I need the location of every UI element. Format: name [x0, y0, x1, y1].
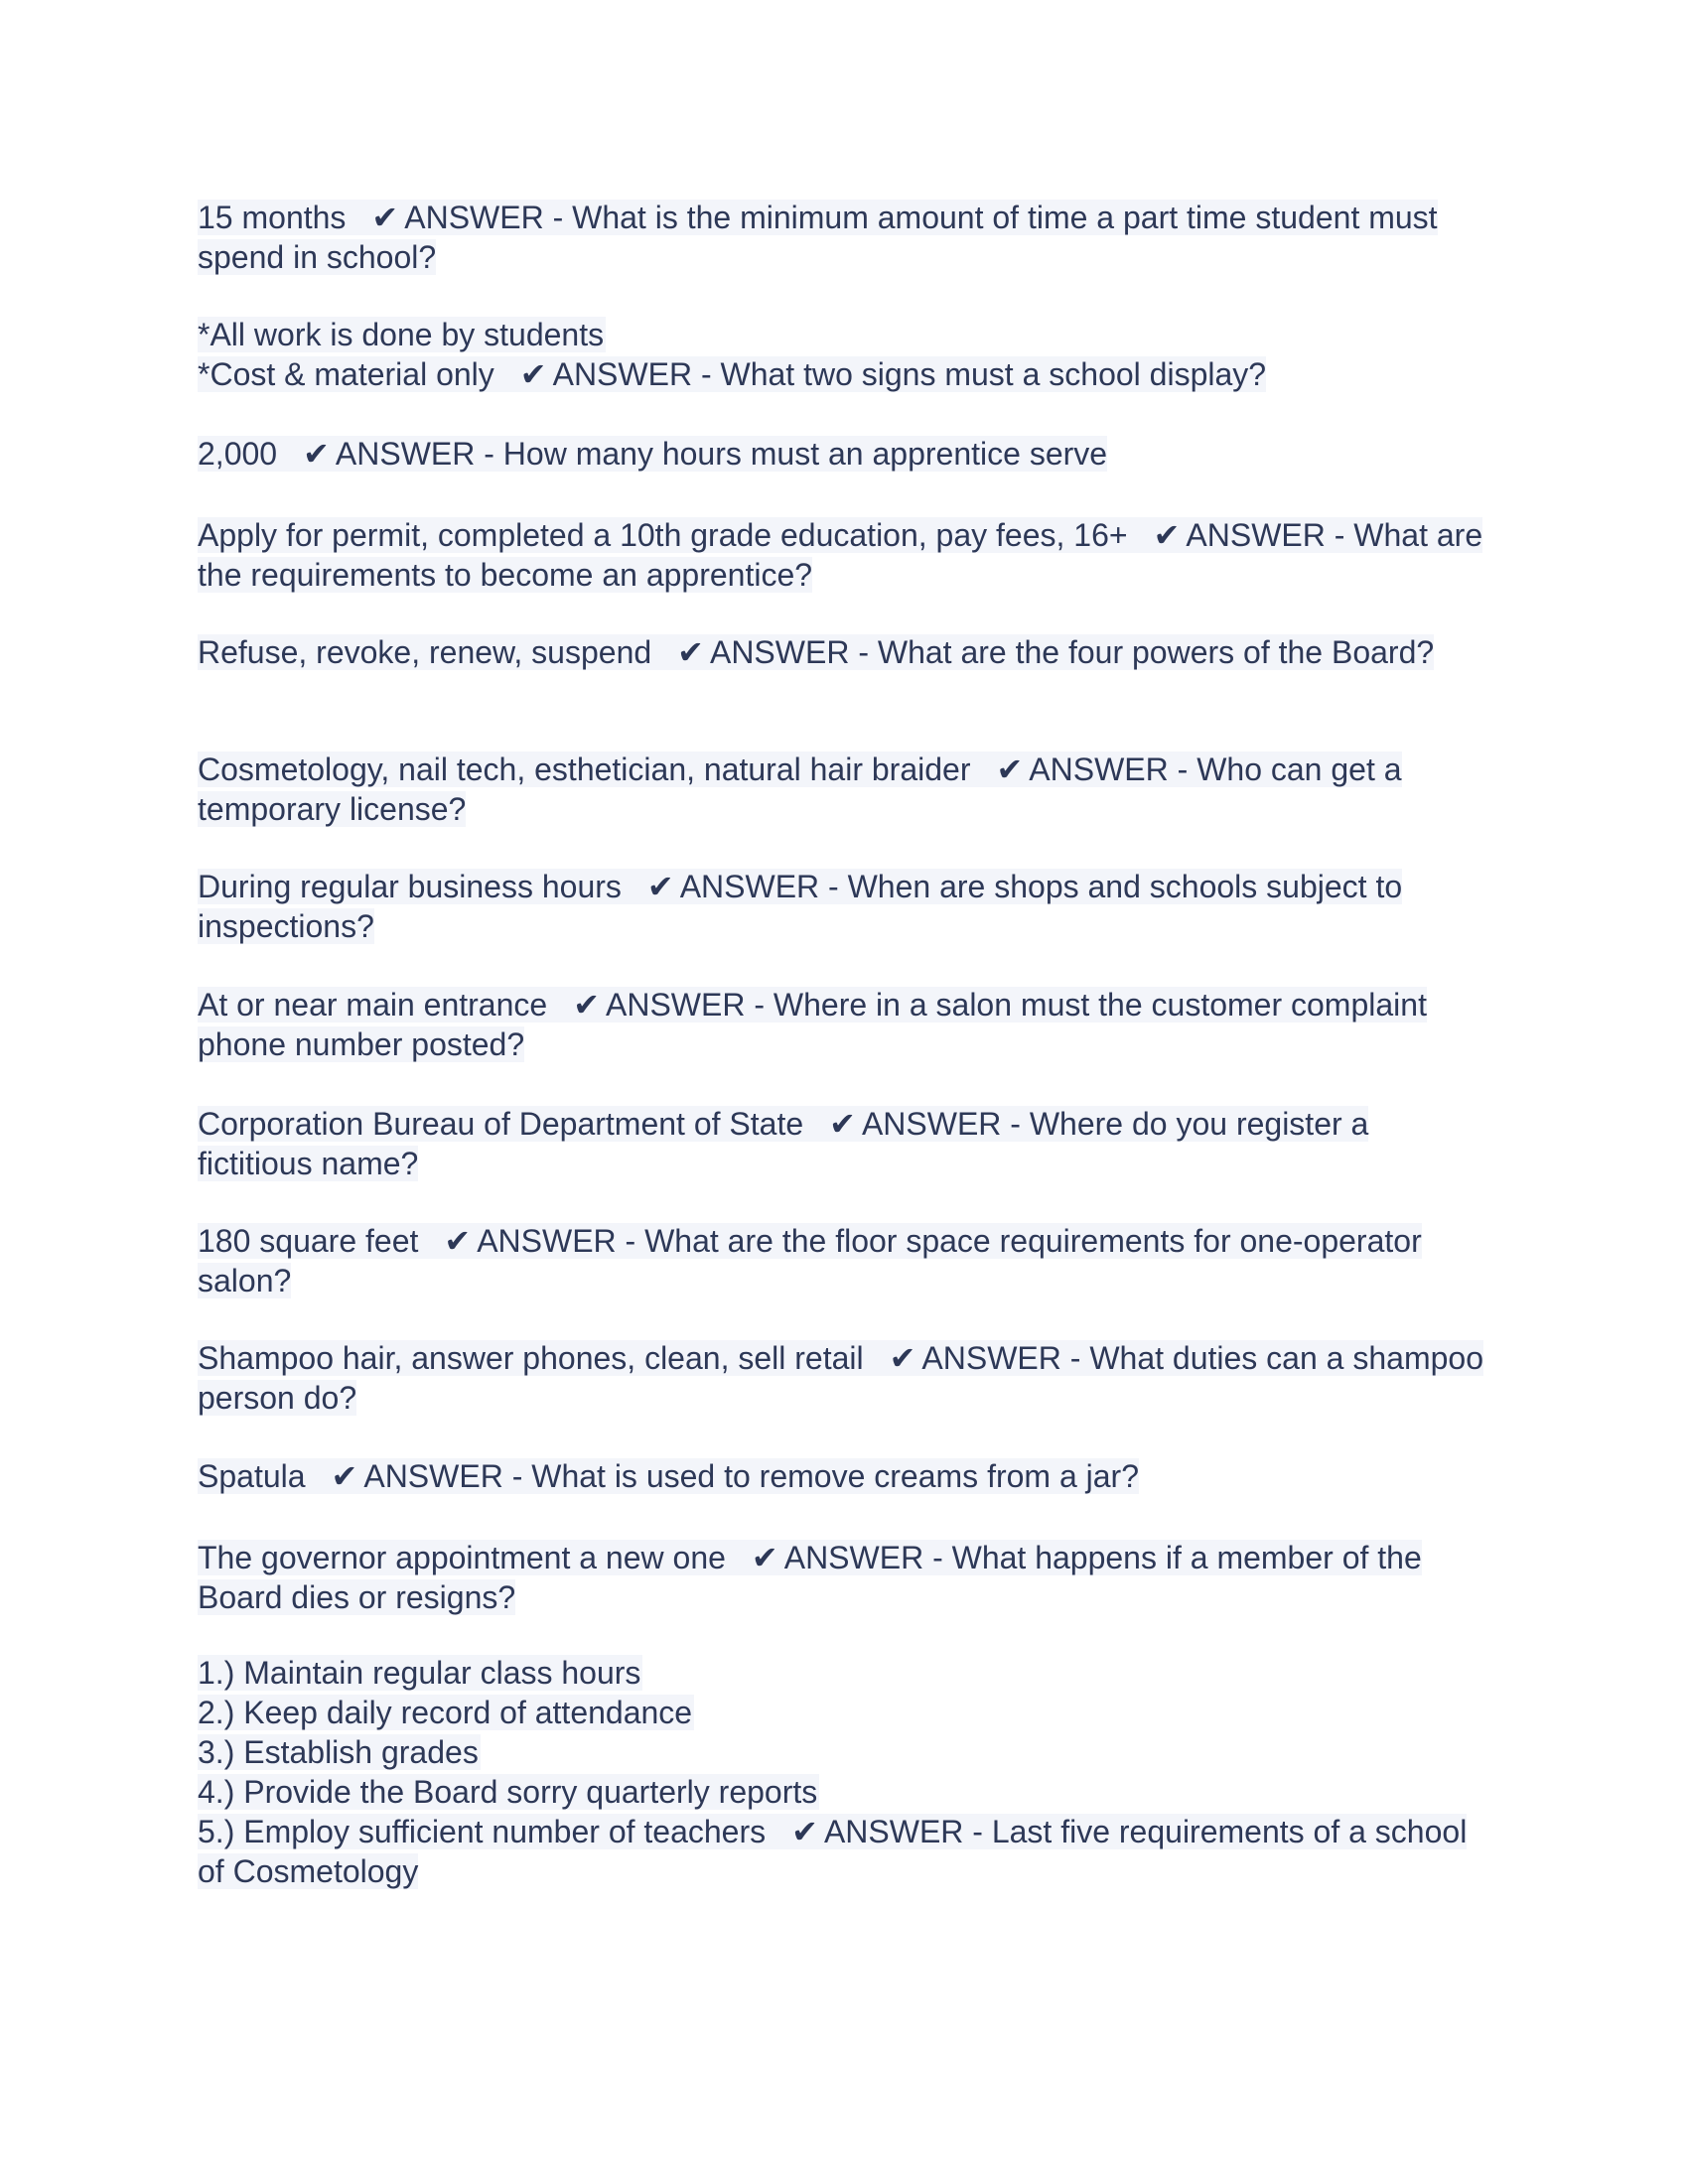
check-icon: ✔: [791, 1814, 818, 1849]
question-text: What duties can a shampoo person do?: [198, 1340, 1483, 1416]
qa-line: [198, 517, 1482, 593]
answer-text: Shampoo hair, answer phones, clean, sell retail: [198, 1340, 864, 1376]
question-text: What are the four powers of the Board?: [877, 634, 1435, 670]
qa-entry: [198, 434, 1483, 474]
separator: -: [502, 1458, 532, 1494]
answer-text: Apply for permit, completed a 10th grade education, pay fees, 16+: [198, 517, 1128, 553]
answer-pre-line: *All work is done by students: [198, 317, 605, 352]
qa-entry: [198, 632, 1483, 672]
check-icon: ✔: [829, 1106, 856, 1142]
answer-label: ANSWER: [679, 869, 820, 904]
question-text: What happens if a member of the Board dies or resigns?: [198, 1540, 1422, 1615]
separator: -: [475, 436, 503, 472]
answer-text: Spatula: [198, 1458, 306, 1494]
answer-pre-line: 3.) Establish grades: [198, 1734, 479, 1770]
qa-entry: [198, 315, 1483, 394]
check-icon: ✔: [996, 751, 1024, 787]
qa-entry: [198, 1456, 1483, 1496]
separator: -: [1060, 1340, 1090, 1376]
separator: -: [745, 987, 774, 1023]
separator: -: [1325, 517, 1354, 553]
qa-entry: [198, 867, 1483, 946]
check-icon: ✔: [371, 200, 399, 235]
question-text: What are the floor space requirements for one-operator salon?: [198, 1223, 1422, 1298]
qa-entry: [198, 1221, 1483, 1300]
answer-pre-line: 2.) Keep daily record of attendance: [198, 1695, 693, 1730]
answer-text: Corporation Bureau of Department of State: [198, 1106, 804, 1142]
answer-text: At or near main entrance: [198, 987, 548, 1023]
qa-line: [198, 200, 1438, 275]
answer-label: ANSWER: [783, 1540, 924, 1575]
check-icon: ✔: [1153, 517, 1181, 553]
qa-entry: [198, 515, 1483, 595]
answer-text: The governor appointment a new one: [198, 1540, 726, 1575]
answer-label: ANSWER: [921, 1340, 1061, 1376]
check-icon: ✔: [573, 987, 600, 1023]
question-text: What are the requirements to become an apprentice?: [198, 517, 1483, 593]
separator: -: [819, 869, 848, 904]
qa-entry: [198, 1538, 1483, 1617]
answer-label: ANSWER: [552, 356, 693, 392]
qa-line: [198, 1814, 1467, 1889]
answer-label: ANSWER: [404, 200, 544, 235]
check-icon: ✔: [751, 1540, 778, 1575]
answer-label: ANSWER: [1029, 751, 1169, 787]
answer-pre-line: 1.) Maintain regular class hours: [198, 1655, 641, 1691]
answer-text: During regular business hours: [198, 869, 622, 904]
qa-entry: [198, 985, 1483, 1064]
separator: -: [963, 1814, 992, 1849]
question-text: How many hours must an apprentice serve: [502, 436, 1108, 472]
answer-pre-line: 4.) Provide the Board sorry quarterly reports: [198, 1774, 818, 1810]
answer-text: 2,000: [198, 436, 278, 472]
answer-label: ANSWER: [606, 987, 746, 1023]
answer-label: ANSWER: [335, 436, 476, 472]
question-text: When are shops and schools subject to inspections?: [198, 869, 1403, 944]
question-text: Who can get a temporary license?: [198, 751, 1402, 827]
question-text: Last five requirements of a school of Cosmetology: [198, 1814, 1468, 1889]
separator: -: [849, 634, 878, 670]
qa-line: [198, 1106, 1368, 1181]
question-text: What is used to remove creams from a jar?: [531, 1458, 1139, 1494]
qa-entry: [198, 750, 1483, 829]
answer-text: Refuse, revoke, renew, suspend: [198, 634, 652, 670]
answer-label: ANSWER: [363, 1458, 503, 1494]
qa-line: [198, 1223, 1422, 1298]
qa-line: [198, 987, 1427, 1062]
check-icon: ✔: [519, 356, 547, 392]
qa-entry: [198, 1653, 1483, 1891]
answer-label: ANSWER: [861, 1106, 1002, 1142]
separator: -: [1168, 751, 1197, 787]
question-text: Where in a salon must the customer complaint phone number posted?: [198, 987, 1427, 1062]
check-icon: ✔: [331, 1458, 358, 1494]
answer-label: ANSWER: [709, 634, 850, 670]
answer-text: 180 square feet: [198, 1223, 419, 1259]
qa-entry: [198, 198, 1483, 277]
check-icon: ✔: [444, 1223, 472, 1259]
qa-line: [198, 356, 1266, 392]
separator: -: [692, 356, 721, 392]
separator: -: [923, 1540, 952, 1575]
qa-line: [198, 436, 1107, 472]
answer-text: 5.) Employ sufficient number of teachers: [198, 1814, 767, 1849]
answer-label: ANSWER: [1186, 517, 1326, 553]
answer-text: 15 months: [198, 200, 347, 235]
separator: -: [543, 200, 573, 235]
check-icon: ✔: [889, 1340, 916, 1376]
qa-entry: [198, 1338, 1483, 1418]
answer-label: ANSWER: [823, 1814, 964, 1849]
check-icon: ✔: [677, 634, 704, 670]
answer-label: ANSWER: [477, 1223, 617, 1259]
qa-line: [198, 1540, 1422, 1615]
check-icon: ✔: [646, 869, 674, 904]
qa-entry: [198, 1104, 1483, 1183]
separator: -: [1001, 1106, 1030, 1142]
check-icon: ✔: [303, 436, 330, 472]
qa-line: [198, 1458, 1139, 1494]
qa-line: [198, 751, 1402, 827]
answer-text: Cosmetology, nail tech, esthetician, natural hair braider: [198, 751, 971, 787]
qa-line: [198, 634, 1434, 670]
question-text: What is the minimum amount of time a part time student must spend in school?: [198, 200, 1438, 275]
qa-line: [198, 869, 1402, 944]
qa-line: [198, 1340, 1483, 1416]
separator: -: [616, 1223, 645, 1259]
question-text: What two signs must a school display?: [720, 356, 1267, 392]
answer-text: *Cost & material only: [198, 356, 494, 392]
question-text: Where do you register a fictitious name?: [198, 1106, 1369, 1181]
